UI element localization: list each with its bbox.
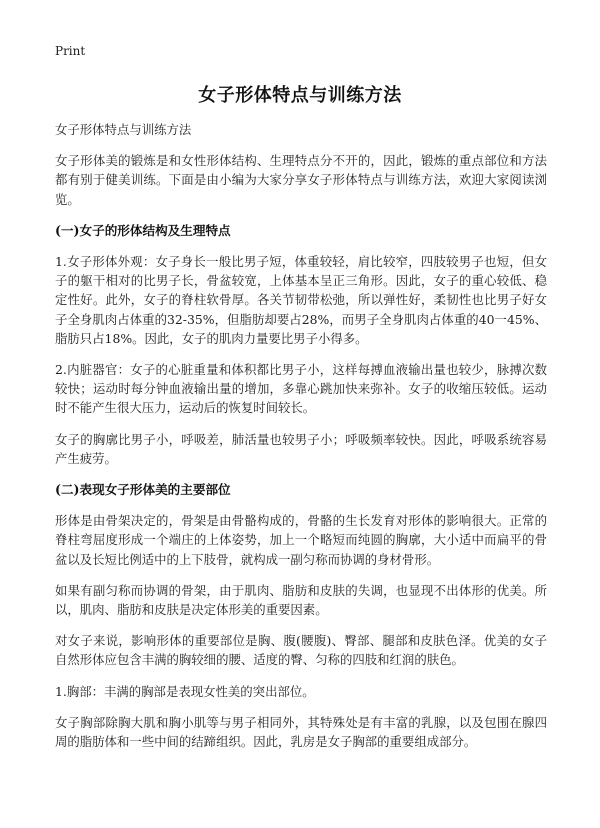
paragraph-skeleton: 形体是由骨架决定的，骨架是由骨骼构成的，骨骼的生长发育对形体的影响很大。正常的脊柱弯屈度形成一个端庄的上体姿势，加上一个略短而纯圆的胸廓，大小适中而扁平的骨盆以及长短比例适中的上下肢骨，就构成一副匀称而协调的身材骨形。 [55, 513, 547, 567]
paragraph-appearance: 1.女子形体外观：女子身长一般比男子短，体重较轻，肩比较窄，四肢较男子也短，但女子的躯干相对的比男子长，骨盆较宽，上体基本呈正三角形。因此，女子的重心较低、稳定性好。此外，女子的脊柱软骨厚。各关节韧带松弛，所以弹性好，柔韧性也比男子好女子全身肌肉占体重的32-35%，但脂肪却要占28%，而男子全身肌肉占体重的40一45%、脂肪只占18%。因此，女子的肌肉力量要比男子小得多。 [55, 254, 547, 346]
section-heading-structure: (一)女子的形体结构及生理特点 [55, 222, 231, 238]
paragraph-organs: 2.内脏器官：女子的心脏重量和体积都比男子小，这样每搏血液输出量也较少，脉搏次数较快；运动时每分钟血液输出量的增加，多靠心跳加快来弥补。女子的收缩压较低。运动时不能产生很大压力，运动后的恢复时间较长。 [55, 362, 547, 416]
document-subtitle: 女子形体特点与训练方法 [55, 122, 192, 137]
paragraph-breathing: 女子的胸廓比男子小，呼吸差，肺活量也较男子小；呼吸频率较快。因此，呼吸系统容易产生疲劳。 [55, 431, 547, 466]
print-link[interactable]: Print [55, 44, 86, 58]
intro-paragraph: 女子形体美的锻炼是和女性形体结构、生理特点分不开的，因此，锻炼的重点部位和方法都有别于健美训练。下面是由小编为大家分享女子形体特点与训练方法，欢迎大家阅读浏览。 [55, 153, 547, 207]
document-body [55, 120, 547, 763]
paragraph-chest-detail: 女子胸部除胸大肌和胸小肌等与男子相同外，其特殊处是有丰富的乳腺，以及包围在腺四周的脂肪体和一些中间的结蹄组织。因此，乳房是女子胸部的重要组成部分。 [55, 714, 547, 750]
paragraph-chest-intro: 1.胸部：丰满的胸部是表现女性美的突出部位。 [55, 683, 315, 699]
document-title: 女子形体特点与训练方法 [198, 85, 402, 106]
paragraph-muscle-fat: 如果有副匀称而协调的骨架，由于肌肉、脂肪和皮肤的失调，也显现不出体形的优美。所以，肌肉、脂肪和皮肤是决定体形美的重要因素。 [55, 582, 547, 618]
section-heading-body-parts: (二)表现女子形体美的主要部位 [55, 482, 231, 498]
paragraph-key-areas: 对女子来说，影响形体的重要部位是胸、腹(腰腹)、臀部、腿部和皮肤色泽。优美的女子自然形体应包含丰满的胸较细的腰、适度的臀、匀称的四肢和红润的肤色。 [55, 633, 547, 668]
